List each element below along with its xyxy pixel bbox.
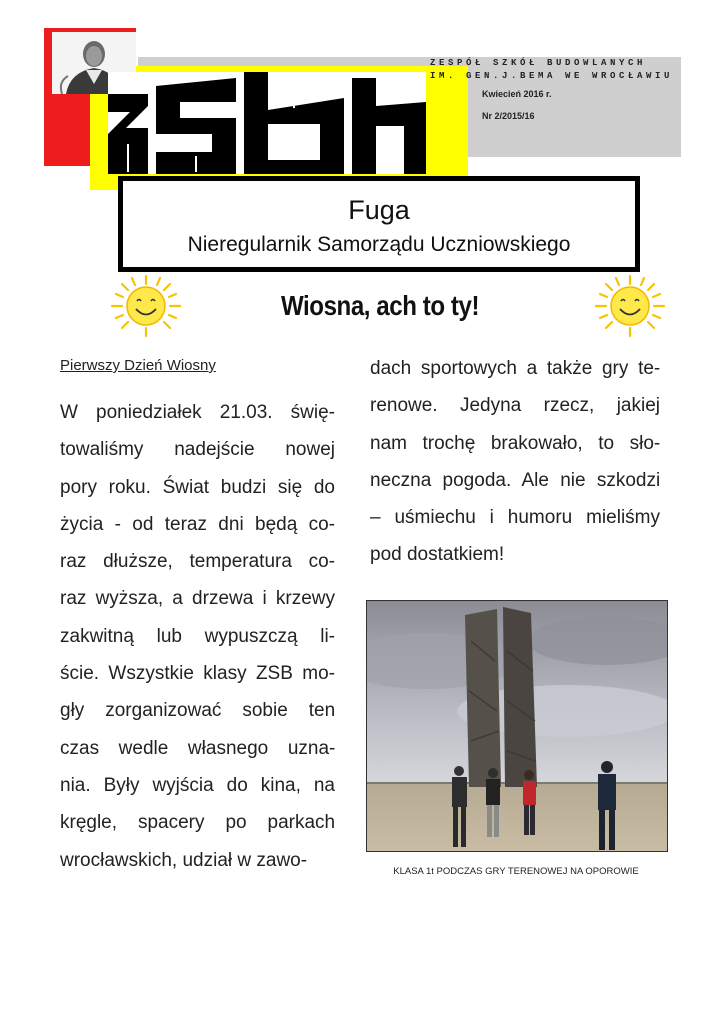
photo-caption: KLASA 1t PODCZAS GRY TERENOWEJ NA OPOROWIE — [393, 866, 639, 877]
article-left-line: kręgle, spacery po parkach — [60, 812, 336, 834]
issue-number: Nr 2/2015/16 — [482, 111, 535, 121]
sun-icon-right — [592, 274, 668, 343]
title-box — [118, 176, 640, 272]
article-right-line: – uśmiechu i humoru mieliśmy — [370, 507, 660, 529]
article-right-line: neczna pogoda. Ale nie szkodzi — [370, 469, 661, 491]
article-left-line: raz wyższa, a drzewa i krzewy — [60, 588, 335, 610]
article-headline: Wiosna, ach to ty! — [280, 290, 480, 321]
school-name-line1: ZESPÓŁ SZKÓŁ BUDOWLANYCH — [430, 58, 647, 68]
article-subheading: Pierwszy Dzień Wiosny — [60, 357, 216, 374]
article-right-line: dach sportowych a także gry te- — [370, 358, 661, 379]
sun-icon-left — [108, 274, 184, 343]
article-left-line: W poniedziałek 21.03. świę- — [60, 402, 335, 423]
article-photo — [366, 600, 668, 852]
article-right-line: renowe. Jedyna rzecz, jakiej — [370, 395, 660, 417]
article-left-line: czas wedle własnego uzna- — [60, 737, 336, 759]
newspaper-subtitle: Nieregularnik Samorządu Uczniowskiego — [187, 233, 571, 256]
article-left-line: zakwitną lub wypuszczą li- — [60, 625, 335, 647]
article-column-right — [370, 350, 660, 574]
article-right-line: pod dostatkiem! — [370, 544, 505, 566]
article-left-line: życia - od teraz dni będą co- — [60, 513, 335, 535]
article-left-line: towaliśmy nadejście nowej — [60, 439, 335, 461]
issue-date: Kwiecień 2016 r. — [482, 89, 552, 99]
article-left-line: ście. Wszystkie klasy ZSB mo- — [60, 663, 335, 685]
article-right-line: nam trochę brakowało, to sło- — [370, 432, 661, 454]
school-name-line2: IM. GEN.J.BEMA WE WROCŁAWIU — [430, 71, 674, 81]
article-left-line: raz dłuższe, temperatura co- — [60, 551, 335, 573]
newspaper-title: Fuga — [348, 195, 410, 225]
article-left-line: pory roku. Świat budzi się do — [60, 476, 335, 498]
article-column-left — [60, 394, 335, 879]
article-left-line: gły zorganizować sobie ten — [60, 700, 336, 722]
article-left-line: wrocławskich, udział w zawo- — [60, 849, 308, 871]
zsb-logo — [108, 72, 426, 174]
article-left-line: nia. Były wyjścia do kina, na — [60, 774, 335, 796]
